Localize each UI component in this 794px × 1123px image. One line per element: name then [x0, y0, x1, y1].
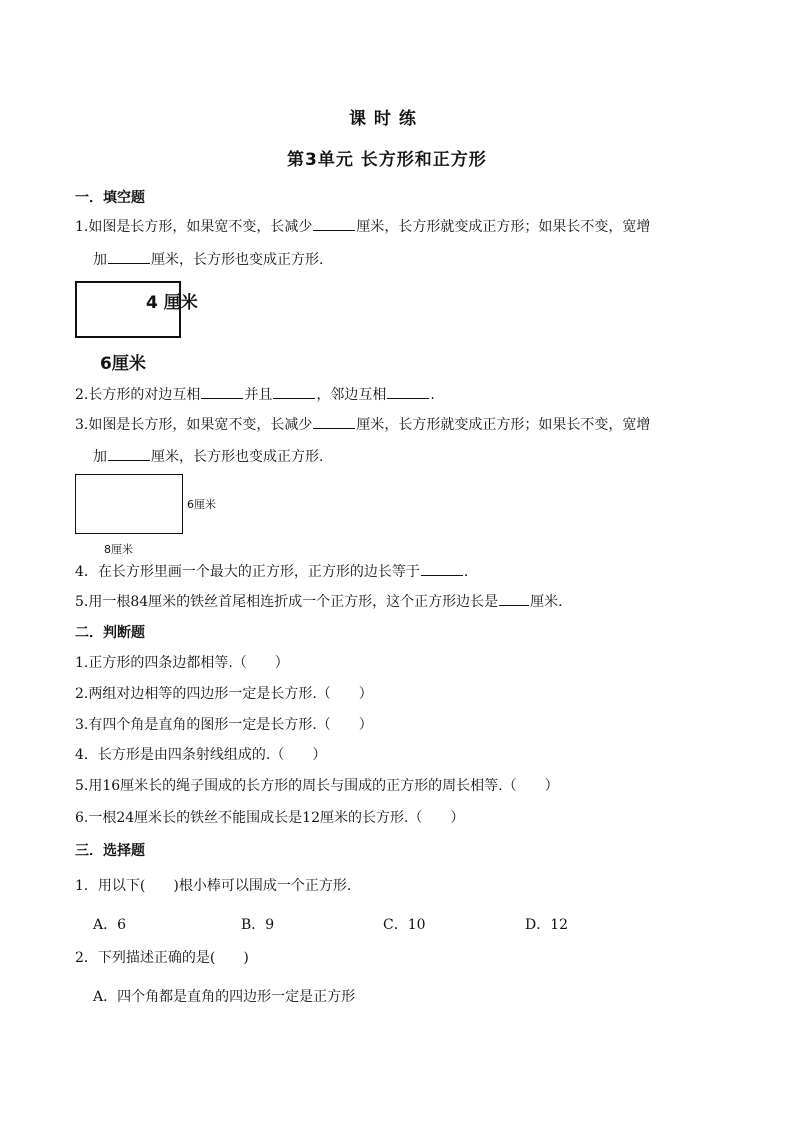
- answer-blank[interactable]: [313, 216, 355, 231]
- section-true-false: 二．判断题: [75, 625, 145, 641]
- section-multiple-choice: 三．选择题: [75, 843, 145, 859]
- answer-blank[interactable]: [313, 414, 355, 429]
- page-title: 课 时 练: [349, 109, 417, 129]
- answer-blank[interactable]: [499, 591, 529, 606]
- figure-2-length-label: 8厘米: [104, 543, 133, 556]
- answer-blank[interactable]: [108, 249, 150, 264]
- judge-question-5: 5.用16厘米长的绳子围成的长方形的周长与围成的正方形的周长相等.（ ）: [75, 778, 559, 794]
- answer-blank[interactable]: [201, 384, 243, 399]
- answer-blank[interactable]: [421, 561, 463, 576]
- choice-question-1: 1．用以下( )根小棒可以围成一个正方形.: [75, 878, 352, 894]
- choice-1-option-c[interactable]: C．10: [383, 917, 426, 933]
- judge-question-2: 2.两组对边相等的四边形一定是长方形.（ ）: [75, 686, 373, 702]
- fill-question-3-line-2: 加 厘米，长方形也变成正方形.: [93, 446, 323, 467]
- judge-question-3: 3.有四个角是直角的图形一定是长方形.（ ）: [75, 717, 373, 733]
- judge-question-1: 1.正方形的四条边都相等.（ ）: [75, 655, 289, 671]
- fill-question-1-line-2: 加 厘米，长方形也变成正方形.: [93, 249, 323, 270]
- fill-question-3-line-1: 3.如图是长方形，如果宽不变，长减少 厘米，长方形就变成正方形；如果长不变，宽增: [75, 414, 650, 435]
- figure-1-width-label: 4 厘米: [146, 293, 198, 313]
- answer-blank[interactable]: [108, 446, 150, 461]
- fill-question-5: 5.用一根84厘米的铁丝首尾相连折成一个正方形，这个正方形边长是 厘米.: [75, 591, 563, 612]
- choice-1-option-a[interactable]: A．6: [93, 917, 127, 933]
- answer-blank[interactable]: [387, 384, 429, 399]
- unit-title: 第3单元 长方形和正方形: [287, 150, 487, 170]
- judge-question-4: 4．长方形是由四条射线组成的.（ ）: [75, 747, 327, 763]
- fill-question-4: 4．在长方形里画一个最大的正方形，正方形的边长等于 .: [75, 561, 468, 582]
- answer-blank[interactable]: [273, 384, 315, 399]
- choice-1-option-d[interactable]: D．12: [525, 917, 569, 933]
- figure-1-length-label: 6厘米: [100, 354, 146, 374]
- rectangle-figure-2: [75, 474, 183, 534]
- choice-question-2: 2．下列描述正确的是( ): [75, 950, 249, 966]
- judge-question-6: 6.一根24厘米长的铁丝不能围成长是12厘米的长方形.（ ）: [75, 810, 465, 826]
- choice-2-option-a[interactable]: A．四个角都是直角的四边形一定是正方形: [93, 989, 356, 1005]
- fill-question-1-line-1: 1.如图是长方形，如果宽不变，长减少 厘米，长方形就变成正方形；如果长不变，宽增: [75, 216, 650, 237]
- choice-1-option-b[interactable]: B．9: [241, 917, 275, 933]
- section-fill-blank: 一．填空题: [75, 190, 145, 206]
- fill-question-2: 2.长方形的对边互相 并且 ，邻边互相 .: [75, 384, 435, 405]
- figure-2-width-label: 6厘米: [187, 498, 216, 511]
